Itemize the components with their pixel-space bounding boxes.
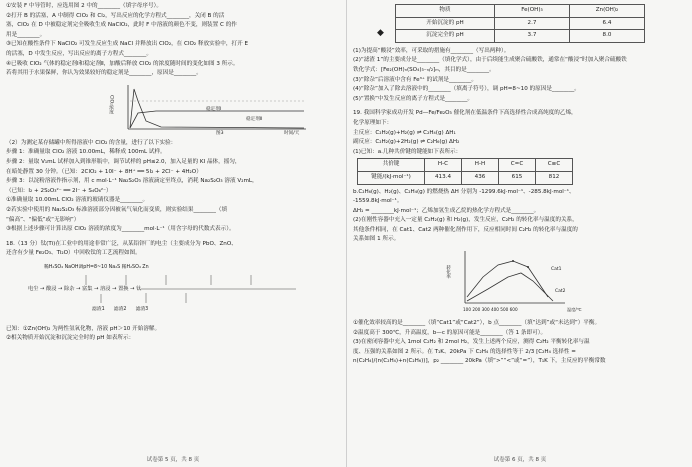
text-line: ②打开 B 的活塞，A 中制得 ClO₂ 和 Cl₂，写出反应的化学方程式________，关闭 B 的活 bbox=[6, 12, 225, 19]
page-footer-left: 试卷第 5 页，共 8 页 bbox=[146, 457, 200, 463]
text-line: -1559.8kJ·mol⁻¹。 bbox=[353, 198, 403, 205]
text-line: (1)已知：a.几种共价键的键能如下表所示： bbox=[353, 148, 462, 155]
text-line: 关系如图 1 所示。 bbox=[353, 236, 400, 243]
ph-table bbox=[395, 4, 645, 43]
graph-curve2-label: 稳定剂Ⅱ bbox=[246, 116, 263, 122]
text-line: (3)在密闭容器中充入 1mol C₂H₂ 和 2mol H₂，发生上述两个反应，测得 C₂H₂ 平衡转化率与温 bbox=[353, 339, 590, 346]
text-line: 度、压强的关系如图 2 所示。在 T₁K、20kPa 下 C₂H₄ 的选择性等于 2/3 [C₂H₄ 选择性 = bbox=[353, 348, 576, 355]
text-line: 其他条件相同，在 Cat1、Cat2 两种催化剂作用下，反应相同时间 C₂H₂ 的转化率与温度的 bbox=[353, 226, 578, 233]
text-line: n(C₂H₄)/(n(C₂H₄)+n(C₂H₆))]，p₂ ________ 20kPa（填“>”“<”或“=”），T₁K 下，主反应的平衡常数 bbox=[353, 358, 606, 365]
table-header-cell: H-H bbox=[462, 159, 499, 172]
text-line: ①准确量取 10.00mL ClO₂ 溶液的玻璃仪器是________。 bbox=[6, 197, 149, 204]
flow-reagents: 稀H₂SO₄ NaOH调pH=8~10 Na₂S 稀H₂SO₄ Zn bbox=[44, 264, 149, 270]
text-line: 化学原理如下： bbox=[353, 119, 393, 126]
table-header-cell: 物质 bbox=[396, 5, 495, 18]
table-cell: 436 bbox=[462, 171, 499, 184]
clo2-concentration-graph bbox=[6, 81, 340, 137]
text-line: （已知：I₂ + 2S₂O₃²⁻ ══ 2I⁻ + S₄O₆²⁻） bbox=[6, 187, 112, 194]
text-line: b.C₂H₆(g)、H₂(g)、C₂H₄(g) 的燃烧热 ΔH 分别为 -1299.6kJ·mol⁻¹、-285.8kJ·mol⁻¹、 bbox=[353, 188, 575, 195]
bond-energy-table bbox=[357, 158, 573, 184]
graph-xlabel: 时间/天 bbox=[284, 130, 300, 136]
table-row bbox=[396, 30, 645, 43]
text-line: 的活塞，D 中发生反应，写出反应的离子方程式________。 bbox=[6, 50, 152, 57]
table-cell: 2.7 bbox=[495, 17, 570, 30]
left-page-content bbox=[6, 2, 340, 449]
text-line: (3)“除杂”后溶液中含有 Fe³⁺ 的试剂是________。 bbox=[353, 76, 477, 83]
graph-curve1-label: Cat1 bbox=[551, 267, 562, 273]
text-line: ④已吸收 ClO₂ 气体的稳定剂Ⅰ和稳定剂Ⅱ，加酸后释放 ClO₂ 的浓度随时间的变化如图 3 所示。 bbox=[6, 60, 239, 67]
graph-curve2-label: Cat2 bbox=[555, 289, 566, 295]
text-line: ②温度高于 300℃，升高温度，b—c 的原因可能是________（答 1 条即可）。 bbox=[353, 329, 547, 336]
text-line: 副反应：C₂H₂(g)+2H₂(g) ⇌ C₂H₆(g) ΔH₂ bbox=[353, 139, 460, 146]
table-header-cell: C=C bbox=[499, 159, 536, 172]
text-line: ①安装 F 中导管时，应选用图 2 中的________（填字母序号）。 bbox=[6, 3, 162, 9]
text-line: 还含有少量 Fe₂O₃、Ti₂O）中回收钛的工艺流程如图。 bbox=[6, 250, 141, 257]
conversion-rate-graph bbox=[353, 247, 687, 317]
table-cell: 3.7 bbox=[495, 30, 570, 43]
text-line: (2)在刚性容器中充入一定量 C₂H₂(g) 和 H₂(g)，发生反应，C₂H₂ 的转化率与温度的关系， bbox=[353, 217, 578, 224]
text-line: 已知：①Zn(OH)₂ 为两性氢氧化物，溶液 pH＞10 开始溶解。 bbox=[6, 325, 161, 332]
text-line: 铁化学式：[Fe₂(OH)ₙ(SO₄)₃₋ₙ/₂]ₘ，其目的是________。 bbox=[353, 66, 495, 73]
right-page-content bbox=[353, 2, 687, 449]
text-line: (1)为提高“酸浸”效率，可采取的措施有________（写出两种）。 bbox=[353, 47, 510, 54]
question-19-heading: 19. 我国科学家成功开发 Pd—Fe/Fe₂O₃ 催化剂在低温条件下高选择性合成高纯度的乙烯， bbox=[353, 110, 577, 117]
table-cell: 8.0 bbox=[570, 30, 645, 43]
text-line: ①催化效率较高的是________（填“Cat1”或“Cat2”），b 点________（填“达到”或“未达到”）平衡。 bbox=[353, 320, 601, 327]
graph-caption: 图3 bbox=[216, 130, 224, 136]
table-cell: 615 bbox=[499, 171, 536, 184]
table-header-row bbox=[358, 159, 573, 172]
text-line: (2)“滤渣 1”的主要成分是________（填化学式），由于后续能生成聚合硫酸铁，通常在“酸浸”时加入聚合硫酸铁 bbox=[353, 57, 627, 64]
text-line: ③已知在酸性条件下 NaClO₂ 可发生反应生成 NaCl 并释放出 ClO₂，在 ClO₂ 释放实验中，打开 E bbox=[6, 41, 248, 48]
table-cell: 键能/(kJ·mol⁻¹) bbox=[358, 171, 425, 184]
table-header-cell: Zn(OH)₂ bbox=[570, 5, 645, 18]
text-line: ②若实验中使用的 Na₂S₂O₃ 标准溶液部分因被氧气氧化而变质，则实验结果________（填 bbox=[6, 206, 228, 213]
text-line: (5)“置换”中发生反应的离子方程式是________。 bbox=[353, 95, 474, 102]
table-cell: 开始沉淀的 pH bbox=[396, 17, 495, 30]
text-line: ③根据上述步骤可计算出原 ClO₂ 溶液的浓度为________mol·L⁻¹（用含字母的代数式表示）。 bbox=[6, 226, 235, 233]
graph-xlabel: 温度/℃ bbox=[567, 307, 582, 313]
text-line: 步骤 3：以淀粉溶液作指示剂，用 c mol·L⁻¹ Na₂S₂O₃ 溶液滴定至终点，消耗 Na₂S₂O₃ 溶液 V₂mL， bbox=[6, 178, 258, 185]
table-header-row bbox=[396, 5, 645, 18]
text-line: 用是________。 bbox=[6, 31, 46, 38]
table-cell: 812 bbox=[536, 171, 573, 184]
text-line: 在暗处静置 30 分钟。（已知：2ClO₂ + 10I⁻ + 8H⁺ ══ 5I₂ + 2Cl⁻ + 4H₂O） bbox=[6, 168, 202, 175]
text-line: （2）为测定某存储罐中所得溶液中 ClO₂ 的含量，进行了以下实验： bbox=[6, 139, 177, 146]
table-header-cell: H-C bbox=[425, 159, 462, 172]
graph-ylabel: 转化率 bbox=[445, 265, 451, 279]
text-line: “偏高”、“偏低”或“无影响”） bbox=[6, 216, 80, 223]
text-line: (4)“除杂”加入了除去溶液中的________（填离子符号），调 pH=8~10 的原因是________。 bbox=[353, 86, 580, 93]
text-line: 主反应：C₂H₂(g)+H₂(g) ⇌ C₂H₄(g) ΔH₁ bbox=[353, 129, 456, 136]
text-line: 若将其用于水果保鲜，你认为效果较好的稳定剂是________，原因是________。 bbox=[6, 70, 202, 77]
page-footer-right: 试卷第 6 页，共 8 页 bbox=[493, 457, 547, 463]
graph-ticks: 100 200 300 400 500 600 bbox=[463, 307, 518, 313]
flow-chain: 电尘 → 酸浸 → 除杂 → 富集 → 溶浸 → 置换 → 钛 bbox=[28, 285, 141, 295]
table-row bbox=[358, 171, 573, 184]
text-line: 步骤 1：准确量取 ClO₂ 溶液 10.00mL，稀释成 100mL 试样。 bbox=[6, 149, 166, 156]
graph-svg bbox=[453, 247, 573, 313]
table-header-cell: C≡C bbox=[536, 159, 573, 172]
text-line: ΔH₁ = ________kJ·mol⁻¹；乙烯加氢生成乙烷的热化学方程式是________。 bbox=[353, 207, 540, 214]
graph-ylabel: ClO₂浓度 bbox=[108, 94, 114, 114]
table-cell: 413.4 bbox=[425, 171, 462, 184]
exam-page-right bbox=[346, 0, 692, 467]
arrow-mark-icon: ◆ bbox=[377, 28, 384, 38]
table-row bbox=[396, 17, 645, 30]
graph-curve1-label: 稳定剂Ⅰ bbox=[206, 106, 222, 112]
process-flow-diagram bbox=[6, 261, 340, 323]
flow-residues: 滤渣1 滤渣2 滤渣3 bbox=[92, 306, 149, 312]
text-line: 塞，ClO₂ 在 D 中被稳定剂完全吸收生成 NaClO₂，此时 F 中溶液的颜色不变，则装置 C 的作 bbox=[6, 22, 237, 29]
question-18-heading: 18.（13 分）钛(Ti)在工业中的用途非常广泛，从某铅锌厂的电尘（主要成分为 PbO、ZnO、 bbox=[6, 240, 237, 247]
text-line: 步骤 2：量取 V₁mL 试样加入到锥形瓶中，调节试样的 pH≤2.0，加入足量的 KI 晶体，摇匀， bbox=[6, 158, 241, 165]
table-cell: 沉淀完全的 pH bbox=[396, 30, 495, 43]
table-header-cell: Fe(OH)₃ bbox=[495, 5, 570, 18]
table-header-cell: 共价键 bbox=[358, 159, 425, 172]
text-line: ②相关物质开始沉淀和沉淀完全时的 pH 如表所示： bbox=[6, 335, 135, 342]
table-cell: 6.4 bbox=[570, 17, 645, 30]
